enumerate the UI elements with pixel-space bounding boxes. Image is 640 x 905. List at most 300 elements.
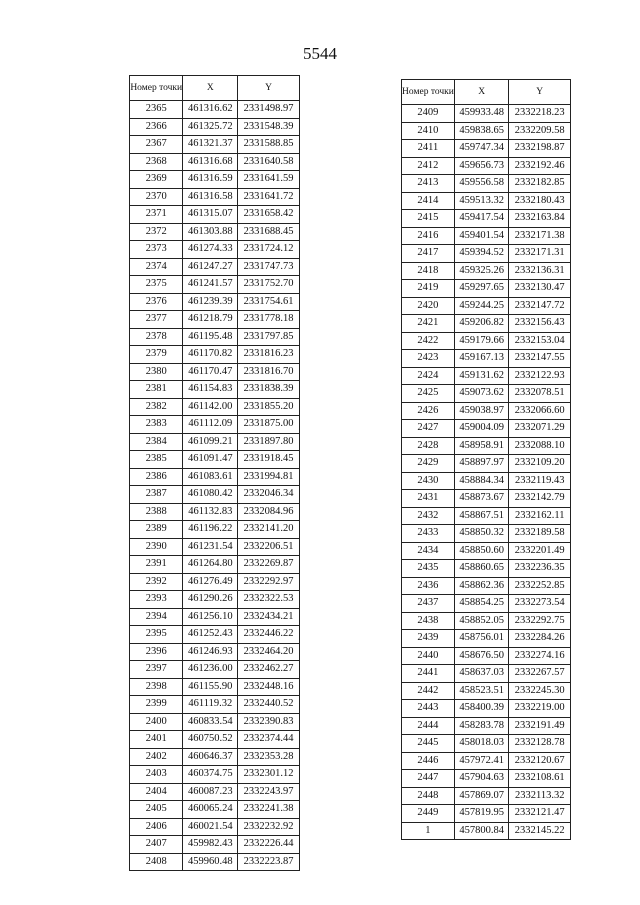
cell-x: 461099.21: [183, 433, 238, 451]
cell-point-number: 2375: [130, 276, 183, 294]
cell-point-number: 2444: [402, 717, 455, 735]
cell-y: 2332156.43: [509, 315, 571, 333]
cell-x: 459513.32: [454, 192, 509, 210]
cell-y: 2332223.87: [238, 853, 300, 871]
cell-point-number: 2443: [402, 700, 455, 718]
cell-x: 461276.49: [183, 573, 238, 591]
table-row: [402, 735, 571, 753]
cell-point-number: 2436: [402, 577, 455, 595]
table-row: [130, 853, 300, 871]
table-row: [402, 700, 571, 718]
table-row: [402, 787, 571, 805]
cell-y: 2331752.70: [238, 276, 300, 294]
cell-y: 2332252.85: [509, 577, 571, 595]
table-row: [402, 770, 571, 788]
cell-point-number: 2440: [402, 647, 455, 665]
cell-y: 2332071.29: [509, 420, 571, 438]
cell-y: 2332192.46: [509, 157, 571, 175]
cell-point-number: 2421: [402, 315, 455, 333]
cell-x: 461274.33: [183, 241, 238, 259]
cell-y: 2332128.78: [509, 735, 571, 753]
table-row: [130, 661, 300, 679]
cell-point-number: 2382: [130, 398, 183, 416]
table-row: [130, 171, 300, 189]
cell-y: 2332353.28: [238, 748, 300, 766]
cell-x: 457819.95: [454, 805, 509, 823]
table-row: [402, 245, 571, 263]
cell-y: 2332153.04: [509, 332, 571, 350]
cell-point-number: 2435: [402, 560, 455, 578]
cell-x: 458958.91: [454, 437, 509, 455]
cell-x: 458400.39: [454, 700, 509, 718]
cell-y: 2332267.57: [509, 665, 571, 683]
cell-x: 459656.73: [454, 157, 509, 175]
cell-point-number: 2389: [130, 521, 183, 539]
cell-x: 459038.97: [454, 402, 509, 420]
table-row: [402, 367, 571, 385]
coordinates-table-right: [401, 79, 571, 840]
cell-point-number: 2370: [130, 188, 183, 206]
table-row: [130, 836, 300, 854]
cell-x: 457869.07: [454, 787, 509, 805]
cell-point-number: 2409: [402, 105, 455, 123]
cell-x: 458523.51: [454, 682, 509, 700]
table-row: [402, 297, 571, 315]
cell-x: 459206.82: [454, 315, 509, 333]
cell-x: 461303.88: [183, 223, 238, 241]
cell-x: 457972.41: [454, 752, 509, 770]
cell-point-number: 2384: [130, 433, 183, 451]
table-row: [402, 210, 571, 228]
table-row: [130, 328, 300, 346]
cell-x: 458854.25: [454, 595, 509, 613]
cell-x: 458862.36: [454, 577, 509, 595]
table-row: [402, 507, 571, 525]
cell-x: 459167.13: [454, 350, 509, 368]
cell-y: 2332390.83: [238, 713, 300, 731]
cell-point-number: 2399: [130, 696, 183, 714]
table-row: [130, 153, 300, 171]
cell-point-number: 2429: [402, 455, 455, 473]
cell-x: 461218.79: [183, 311, 238, 329]
table-row: [130, 101, 300, 119]
cell-x: 461132.83: [183, 503, 238, 521]
cell-y: 2332191.49: [509, 717, 571, 735]
header-y: Y: [238, 76, 300, 101]
table-row: [130, 276, 300, 294]
cell-point-number: 2405: [130, 801, 183, 819]
cell-y: 2332243.97: [238, 783, 300, 801]
cell-y: 2332136.31: [509, 262, 571, 280]
cell-x: 461246.93: [183, 643, 238, 661]
cell-y: 2332119.43: [509, 472, 571, 490]
cell-point-number: 2365: [130, 101, 183, 119]
cell-x: 461290.26: [183, 591, 238, 609]
table-row: [402, 612, 571, 630]
cell-y: 2332147.55: [509, 350, 571, 368]
table-row: [130, 818, 300, 836]
cell-x: 461091.47: [183, 451, 238, 469]
cell-point-number: 2414: [402, 192, 455, 210]
table-row: [130, 713, 300, 731]
cell-y: 2332121.47: [509, 805, 571, 823]
cell-point-number: 1: [402, 822, 455, 840]
cell-point-number: 2439: [402, 630, 455, 648]
cell-y: 2331897.80: [238, 433, 300, 451]
table-row: [402, 280, 571, 298]
cell-point-number: 2392: [130, 573, 183, 591]
cell-x: 458860.65: [454, 560, 509, 578]
cell-point-number: 2406: [130, 818, 183, 836]
cell-point-number: 2390: [130, 538, 183, 556]
cell-x: 459325.26: [454, 262, 509, 280]
cell-y: 2332130.47: [509, 280, 571, 298]
cell-point-number: 2415: [402, 210, 455, 228]
cell-y: 2331641.72: [238, 188, 300, 206]
table-row: [130, 118, 300, 136]
cell-x: 459982.43: [183, 836, 238, 854]
cell-y: 2331724.12: [238, 241, 300, 259]
cell-x: 458637.03: [454, 665, 509, 683]
cell-x: 459244.25: [454, 297, 509, 315]
cell-y: 2332440.52: [238, 696, 300, 714]
table-row: [130, 381, 300, 399]
cell-y: 2332464.20: [238, 643, 300, 661]
cell-point-number: 2410: [402, 122, 455, 140]
cell-y: 2331816.23: [238, 346, 300, 364]
cell-x: 461170.82: [183, 346, 238, 364]
table-row: [130, 573, 300, 591]
cell-x: 461316.68: [183, 153, 238, 171]
cell-y: 2331640.58: [238, 153, 300, 171]
table-row: [130, 521, 300, 539]
cell-y: 2332108.61: [509, 770, 571, 788]
table-row: [130, 731, 300, 749]
cell-x: 458852.05: [454, 612, 509, 630]
cell-y: 2332180.43: [509, 192, 571, 210]
table-row: [402, 157, 571, 175]
table-row: [130, 416, 300, 434]
cell-point-number: 2386: [130, 468, 183, 486]
table-row: [402, 665, 571, 683]
cell-point-number: 2428: [402, 437, 455, 455]
cell-x: 459004.09: [454, 420, 509, 438]
cell-point-number: 2448: [402, 787, 455, 805]
cell-x: 458283.78: [454, 717, 509, 735]
cell-x: 458867.51: [454, 507, 509, 525]
table-row: [402, 315, 571, 333]
cell-x: 461256.10: [183, 608, 238, 626]
cell-y: 2332462.27: [238, 661, 300, 679]
cell-x: 458873.67: [454, 490, 509, 508]
cell-point-number: 2420: [402, 297, 455, 315]
cell-x: 458676.50: [454, 647, 509, 665]
table-row: [130, 188, 300, 206]
cell-x: 457904.63: [454, 770, 509, 788]
cell-point-number: 2379: [130, 346, 183, 364]
cell-point-number: 2396: [130, 643, 183, 661]
cell-point-number: 2366: [130, 118, 183, 136]
cell-y: 2332147.72: [509, 297, 571, 315]
cell-x: 458850.60: [454, 542, 509, 560]
cell-point-number: 2383: [130, 416, 183, 434]
table-row: [402, 122, 571, 140]
cell-point-number: 2391: [130, 556, 183, 574]
cell-y: 2332241.38: [238, 801, 300, 819]
cell-point-number: 2412: [402, 157, 455, 175]
cell-y: 2332120.67: [509, 752, 571, 770]
table-row: [402, 140, 571, 158]
table-header-row: [130, 76, 300, 101]
table-row: [402, 385, 571, 403]
table-row: [130, 626, 300, 644]
cell-y: 2332226.44: [238, 836, 300, 854]
cell-x: 460833.54: [183, 713, 238, 731]
cell-y: 2332292.97: [238, 573, 300, 591]
cell-point-number: 2374: [130, 258, 183, 276]
table-row: [402, 577, 571, 595]
cell-point-number: 2426: [402, 402, 455, 420]
cell-y: 2332448.16: [238, 678, 300, 696]
cell-point-number: 2381: [130, 381, 183, 399]
table-row: [402, 805, 571, 823]
cell-x: 459933.48: [454, 105, 509, 123]
cell-point-number: 2385: [130, 451, 183, 469]
cell-x: 459417.54: [454, 210, 509, 228]
cell-x: 461119.32: [183, 696, 238, 714]
cell-x: 461142.00: [183, 398, 238, 416]
cell-y: 2331994.81: [238, 468, 300, 486]
table-row: [130, 223, 300, 241]
cell-x: 461236.00: [183, 661, 238, 679]
cell-y: 2331838.39: [238, 381, 300, 399]
cell-point-number: 2422: [402, 332, 455, 350]
cell-y: 2332162.11: [509, 507, 571, 525]
cell-x: 459401.54: [454, 227, 509, 245]
cell-y: 2331641.59: [238, 171, 300, 189]
cell-x: 458018.03: [454, 735, 509, 753]
cell-point-number: 2388: [130, 503, 183, 521]
cell-x: 461252.43: [183, 626, 238, 644]
cell-y: 2332219.00: [509, 700, 571, 718]
cell-y: 2331548.39: [238, 118, 300, 136]
cell-y: 2331918.45: [238, 451, 300, 469]
cell-y: 2332206.51: [238, 538, 300, 556]
cell-point-number: 2441: [402, 665, 455, 683]
header-point-number: Номер точки: [402, 80, 455, 105]
cell-y: 2332301.12: [238, 766, 300, 784]
cell-y: 2332142.79: [509, 490, 571, 508]
cell-y: 2332113.32: [509, 787, 571, 805]
cell-x: 459747.34: [454, 140, 509, 158]
table-row: [402, 822, 571, 840]
cell-x: 459960.48: [183, 853, 238, 871]
table-row: [130, 801, 300, 819]
cell-x: 461231.54: [183, 538, 238, 556]
cell-point-number: 2395: [130, 626, 183, 644]
cell-point-number: 2398: [130, 678, 183, 696]
cell-point-number: 2394: [130, 608, 183, 626]
table-row: [130, 766, 300, 784]
cell-point-number: 2413: [402, 175, 455, 193]
cell-point-number: 2424: [402, 367, 455, 385]
cell-y: 2332284.26: [509, 630, 571, 648]
table-row: [130, 293, 300, 311]
cell-x: 461316.58: [183, 188, 238, 206]
cell-x: 458884.34: [454, 472, 509, 490]
cell-y: 2332182.85: [509, 175, 571, 193]
table-row: [402, 192, 571, 210]
table-row: [402, 752, 571, 770]
cell-point-number: 2367: [130, 136, 183, 154]
table-row: [130, 643, 300, 661]
cell-y: 2332218.23: [509, 105, 571, 123]
table-row: [402, 402, 571, 420]
cell-y: 2331816.70: [238, 363, 300, 381]
table-row: [402, 350, 571, 368]
cell-x: 460087.23: [183, 783, 238, 801]
cell-point-number: 2431: [402, 490, 455, 508]
coordinates-table-left: [129, 75, 300, 871]
cell-y: 2332209.58: [509, 122, 571, 140]
cell-x: 460065.24: [183, 801, 238, 819]
cell-x: 461112.09: [183, 416, 238, 434]
cell-y: 2331747.73: [238, 258, 300, 276]
cell-x: 460646.37: [183, 748, 238, 766]
table-row: [130, 363, 300, 381]
cell-point-number: 2430: [402, 472, 455, 490]
cell-x: 461080.42: [183, 486, 238, 504]
cell-point-number: 2425: [402, 385, 455, 403]
cell-x: 461264.80: [183, 556, 238, 574]
cell-point-number: 2416: [402, 227, 455, 245]
cell-x: 461247.27: [183, 258, 238, 276]
cell-point-number: 2411: [402, 140, 455, 158]
table-row: [402, 525, 571, 543]
cell-y: 2332434.21: [238, 608, 300, 626]
table-row: [130, 678, 300, 696]
table-row: [402, 682, 571, 700]
cell-x: 459073.62: [454, 385, 509, 403]
table-row: [130, 783, 300, 801]
cell-x: 459179.66: [454, 332, 509, 350]
header-y: Y: [509, 80, 571, 105]
cell-x: 461316.59: [183, 171, 238, 189]
table-row: [130, 398, 300, 416]
table-row: [130, 311, 300, 329]
table-row: [402, 105, 571, 123]
cell-point-number: 2377: [130, 311, 183, 329]
cell-y: 2332201.49: [509, 542, 571, 560]
cell-point-number: 2403: [130, 766, 183, 784]
table-row: [402, 227, 571, 245]
cell-point-number: 2369: [130, 171, 183, 189]
cell-x: 461196.22: [183, 521, 238, 539]
cell-y: 2332109.20: [509, 455, 571, 473]
cell-x: 458756.01: [454, 630, 509, 648]
cell-y: 2331498.97: [238, 101, 300, 119]
cell-y: 2332084.96: [238, 503, 300, 521]
cell-point-number: 2438: [402, 612, 455, 630]
cell-point-number: 2373: [130, 241, 183, 259]
table-row: [402, 490, 571, 508]
cell-y: 2331855.20: [238, 398, 300, 416]
cell-x: 458897.97: [454, 455, 509, 473]
cell-x: 460021.54: [183, 818, 238, 836]
table-row: [402, 262, 571, 280]
cell-x: 461170.47: [183, 363, 238, 381]
header-point-number: Номер точки: [130, 76, 183, 101]
cell-x: 461321.37: [183, 136, 238, 154]
table-row: [402, 175, 571, 193]
page-number: 5544: [303, 44, 337, 63]
cell-x: 460750.52: [183, 731, 238, 749]
cell-point-number: 2393: [130, 591, 183, 609]
cell-y: 2332088.10: [509, 437, 571, 455]
table-row: [130, 258, 300, 276]
cell-x: 460374.75: [183, 766, 238, 784]
table-row: [402, 332, 571, 350]
table-row: [130, 346, 300, 364]
cell-y: 2332163.84: [509, 210, 571, 228]
cell-y: 2332232.92: [238, 818, 300, 836]
cell-point-number: 2407: [130, 836, 183, 854]
cell-point-number: 2419: [402, 280, 455, 298]
cell-y: 2332122.93: [509, 367, 571, 385]
cell-point-number: 2400: [130, 713, 183, 731]
cell-y: 2331688.45: [238, 223, 300, 241]
cell-point-number: 2433: [402, 525, 455, 543]
cell-x: 461154.83: [183, 381, 238, 399]
cell-y: 2332322.53: [238, 591, 300, 609]
table-row: [402, 630, 571, 648]
table-row: [130, 136, 300, 154]
cell-point-number: 2408: [130, 853, 183, 871]
table-row: [130, 433, 300, 451]
cell-x: 459131.62: [454, 367, 509, 385]
cell-y: 2332273.54: [509, 595, 571, 613]
cell-x: 461316.62: [183, 101, 238, 119]
cell-x: 461241.57: [183, 276, 238, 294]
cell-x: 461083.61: [183, 468, 238, 486]
cell-y: 2332171.31: [509, 245, 571, 263]
cell-y: 2332269.87: [238, 556, 300, 574]
header-x: X: [454, 80, 509, 105]
cell-point-number: 2427: [402, 420, 455, 438]
table-header-row: [402, 80, 571, 105]
cell-point-number: 2404: [130, 783, 183, 801]
table-row: [402, 472, 571, 490]
table-row: [130, 486, 300, 504]
cell-point-number: 2434: [402, 542, 455, 560]
table-row: [130, 451, 300, 469]
cell-x: 458850.32: [454, 525, 509, 543]
cell-y: 2332245.30: [509, 682, 571, 700]
cell-y: 2331658.42: [238, 206, 300, 224]
cell-x: 461155.90: [183, 678, 238, 696]
cell-point-number: 2449: [402, 805, 455, 823]
cell-y: 2332141.20: [238, 521, 300, 539]
header-x: X: [183, 76, 238, 101]
table-row: [130, 206, 300, 224]
table-row: [402, 437, 571, 455]
table-row: [402, 560, 571, 578]
cell-point-number: 2372: [130, 223, 183, 241]
cell-y: 2332066.60: [509, 402, 571, 420]
cell-point-number: 2432: [402, 507, 455, 525]
table-row: [130, 538, 300, 556]
cell-point-number: 2380: [130, 363, 183, 381]
